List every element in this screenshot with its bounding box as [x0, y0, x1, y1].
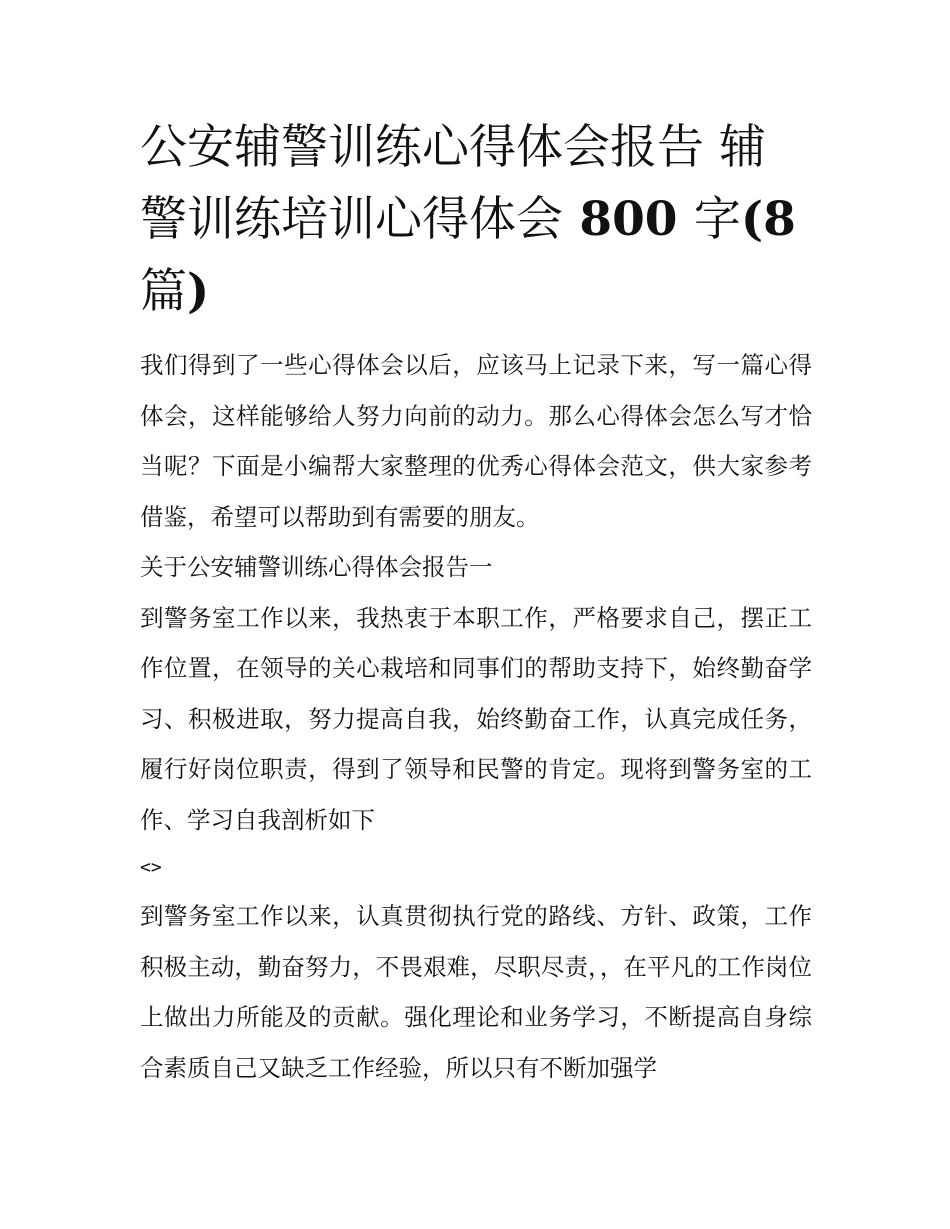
section-heading: 关于公安辅警训练心得体会报告一: [140, 553, 493, 581]
title-paren-close: ): [187, 264, 210, 319]
title-text-3: 篇: [140, 264, 187, 319]
title-text-2: 字: [693, 192, 741, 247]
document-body: [140, 340, 812, 1093]
placeholder-marker: <>: [140, 857, 162, 878]
body-paragraph-1: 到警务室工作以来，我热衷于本职工作，严格要求自己，摆正工作位置，在领导的关心栽培和同事们的帮助支持下，始终勤奋学习、积极进取，努力提高自我，始终勤奋工作，认真完成任务，履行好岗位职责，得到了领导和民警的肯定。现将到警务室的工作、学习自我剖析如下: [140, 603, 812, 834]
title-text-1: 公安辅警训练心得体会报告 辅警训练培训心得体会: [140, 120, 766, 247]
title-number: 800: [563, 192, 694, 247]
body-paragraph-2: 到警务室工作以来，认真贯彻执行党的路线、方针、政策，工作积极主动，勤奋努力，不畏艰难，尽职尽责，，在平凡的工作岗位上做出力所能及的贡献。强化理论和业务学习，不断提高自身综合素质自己又缺乏工作经验，所以只有不断加强学: [140, 902, 812, 1082]
intro-paragraph: 我们得到了一些心得体会以后，应该马上记录下来，写一篇心得体会，这样能够给人努力向前的动力。那么心得体会怎么写才恰当呢？下面是小编帮大家整理的优秀心得体会范文，供大家参考借鉴，希望可以帮助到有需要的朋友。: [140, 351, 812, 531]
document-title: [140, 112, 812, 328]
document-page: [140, 112, 812, 1093]
title-paren-open: (8: [740, 192, 796, 247]
